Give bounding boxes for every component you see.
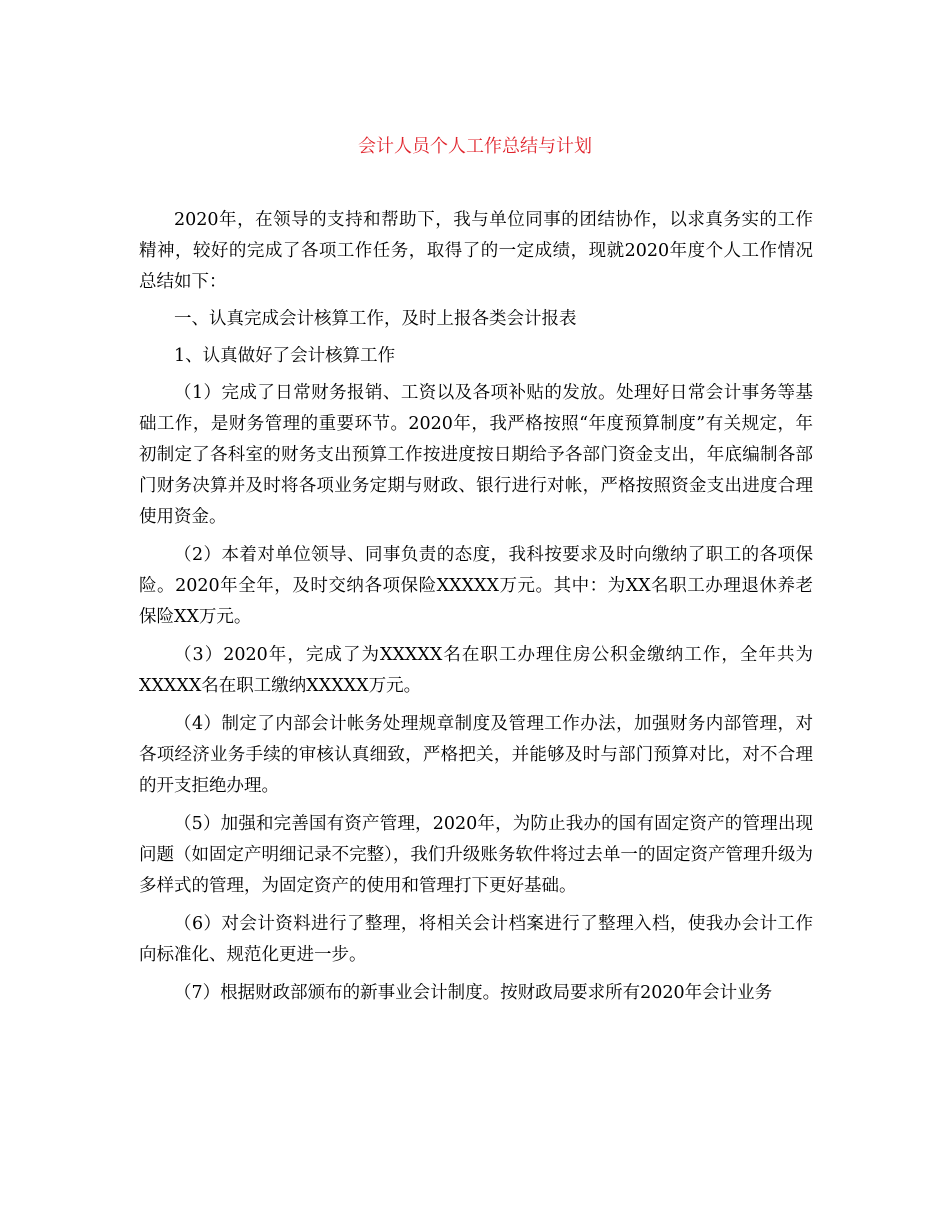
subsection-heading-1: 1、认真做好了会计核算工作	[174, 346, 396, 366]
document-body	[139, 205, 813, 1009]
section-heading-1: 一、认真完成会计核算工作，及时上报各类会计报表	[174, 309, 577, 329]
paragraph-item-6: （6）对会计资料进行了整理，将相关会计档案进行了整理入档，使我办会计工作向标准化、规范化更进一步。	[139, 914, 813, 965]
paragraph-item-4: （4）制定了内部会计帐务处理规章制度及管理工作办法，加强财务内部管理，对各项经济业务手续的审核认真细致，严格把关，并能够及时与部门预算对比，对不合理的开支拒绝办理。	[139, 714, 813, 796]
paragraph-item-3: （3）2020年，完成了为XXXXX名在职工办理住房公积金缴纳工作，全年共为XXXXX名在职工缴纳XXXXX万元。	[139, 645, 813, 696]
paragraph-item-2: （2）本着对单位领导、同事负责的态度，我科按要求及时向缴纳了职工的各项保险。2020年全年，及时交纳各项保险XXXXX万元。其中：为XX名职工办理退休养老保险XX万元。	[139, 545, 813, 627]
paragraph-item-7: （7）根据财政部颁布的新事业会计制度。按财政局要求所有2020年会计业务	[174, 983, 773, 1003]
paragraph-item-5: （5）加强和完善国有资产管理，2020年，为防止我办的国有固定资产的管理出现问题（如固定产明细记录不完整），我们升级账务软件将过去单一的固定资产管理升级为多样式的管理，为固定资产的使用和管理打下更好基础。	[139, 814, 813, 896]
paragraph-item-1: （1）完成了日常财务报销、工资以及各项补贴的发放。处理好日常会计事务等基础工作，是财务管理的重要环节。2020年，我严格按照“年度预算制度”有关规定，年初制定了各科室的财务支出预算工作按进度按日期给予各部门资金支出，年底编制各部门财务决算并及时将各项业务定期与财政、银行进行对帐，严格按照资金支出进度合理使用资金。	[139, 383, 813, 527]
document-title: 会计人员个人工作总结与计划	[358, 136, 592, 157]
paragraph-intro: 2020年，在领导的支持和帮助下，我与单位同事的团结协作，以求真务实的工作精神，较好的完成了各项工作任务，取得了的一定成绩，现就2020年度个人工作情况总结如下：	[139, 210, 813, 292]
